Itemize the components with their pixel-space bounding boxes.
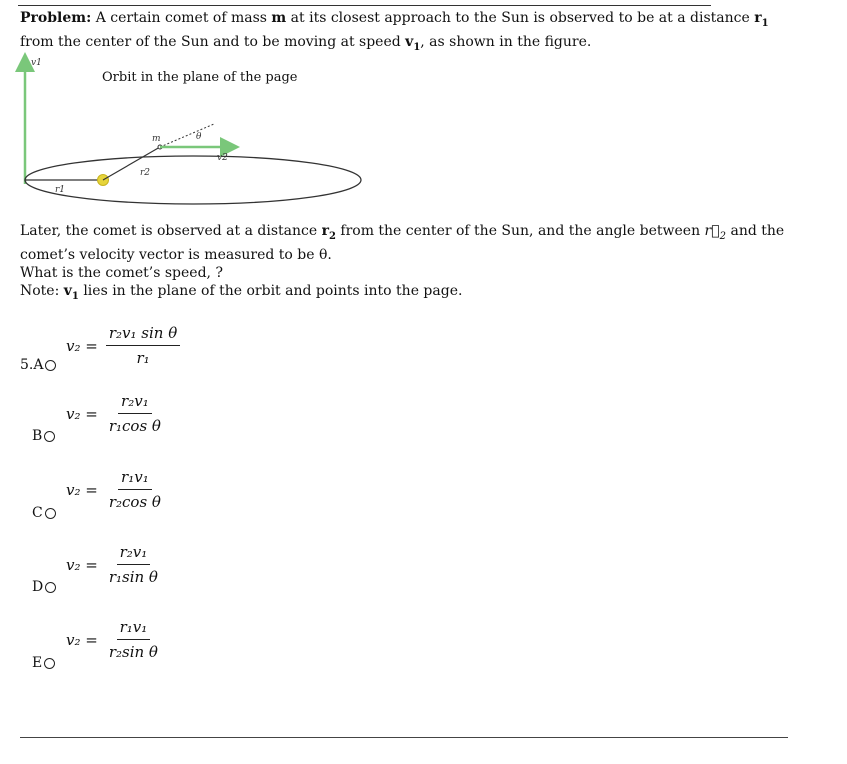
- v1-label: v1: [31, 58, 42, 68]
- choice-d-denominator: r₁sin θ: [108, 568, 158, 586]
- choice-a-radio[interactable]: [45, 360, 56, 371]
- problem-text-1: A certain comet of mass: [91, 10, 272, 26]
- m-label: m: [152, 134, 161, 144]
- choice-e-lhs: v₂ =: [66, 630, 98, 649]
- choice-d-lhs: v₂ =: [66, 555, 98, 574]
- bottom-rule: [20, 737, 788, 738]
- choice-b[interactable]: [32, 428, 55, 444]
- choice-a-equation: [66, 324, 180, 367]
- r1-label: r1: [55, 185, 66, 195]
- problem-label: Problem:: [20, 10, 92, 26]
- choice-d-label: D: [32, 579, 44, 595]
- choice-a-lhs: v₂ =: [66, 336, 98, 355]
- r1-symbol: $r_1$: [754, 10, 769, 29]
- choice-e[interactable]: [32, 655, 55, 671]
- choice-b-label: B: [32, 428, 43, 444]
- choice-e-equation: [66, 618, 161, 661]
- problem-text-4: , as shown in the figure.: [420, 33, 592, 50]
- choice-e-label: E: [32, 655, 43, 671]
- choice-e-numerator: r₁v₁: [117, 618, 151, 640]
- later-statement: [20, 222, 800, 306]
- choice-c[interactable]: [32, 505, 56, 521]
- choice-c-numerator: r₁v₁: [118, 468, 152, 490]
- mass-symbol: m: [271, 10, 287, 26]
- choice-c-label: C: [32, 505, 43, 521]
- r2-extension: [160, 124, 214, 147]
- choice-d-equation: [66, 543, 161, 586]
- choice-d-radio[interactable]: [45, 582, 56, 593]
- later-line-1: Later, the comet is observed at a distance $r_2$ from the center of the Sun, and the angle between $r⃗_2$ and the comet’s velocity vector is measured to be θ.: [20, 223, 785, 263]
- choice-a[interactable]: [20, 357, 56, 373]
- theta-label: θ: [196, 132, 202, 142]
- choice-a-denominator: r₁: [136, 349, 150, 367]
- problem-text-2: at its closest approach to the Sun is observed to be at a distance: [286, 10, 755, 26]
- v2-label: v2: [217, 153, 228, 163]
- choice-b-radio[interactable]: [44, 431, 55, 442]
- v1-symbol: $v_1$: [405, 33, 421, 53]
- r2-label: r2: [140, 168, 151, 178]
- top-rule: [18, 5, 711, 6]
- choice-c-lhs: v₂ =: [66, 480, 98, 499]
- orbit-figure: [0, 50, 380, 210]
- choice-c-radio[interactable]: [45, 508, 56, 519]
- later-line-2: What is the comet’s speed, ?: [20, 264, 223, 281]
- choice-b-numerator: r₂v₁: [118, 392, 152, 414]
- figure-caption: Orbit in the plane of the page: [102, 70, 298, 85]
- choice-d[interactable]: [32, 579, 56, 595]
- later-line-3: Note: $v_1$ lies in the plane of the orbit and points into the page.: [20, 282, 463, 302]
- choice-b-lhs: v₂ =: [66, 404, 98, 423]
- choice-d-numerator: r₂v₁: [117, 543, 151, 565]
- choice-a-numerator: r₂v₁ sin θ: [106, 324, 180, 346]
- choice-b-equation: [66, 392, 164, 435]
- choice-c-denominator: r₂cos θ: [108, 493, 161, 511]
- choice-a-label: 5.A: [20, 357, 44, 373]
- choice-b-denominator: r₁cos θ: [108, 417, 161, 435]
- choice-e-radio[interactable]: [44, 658, 55, 669]
- r2-line: [103, 147, 160, 180]
- problem-text-3: from the center of the Sun and to be moving at speed: [20, 33, 406, 50]
- choice-e-denominator: r₂sin θ: [108, 643, 158, 661]
- choice-c-equation: [66, 468, 164, 511]
